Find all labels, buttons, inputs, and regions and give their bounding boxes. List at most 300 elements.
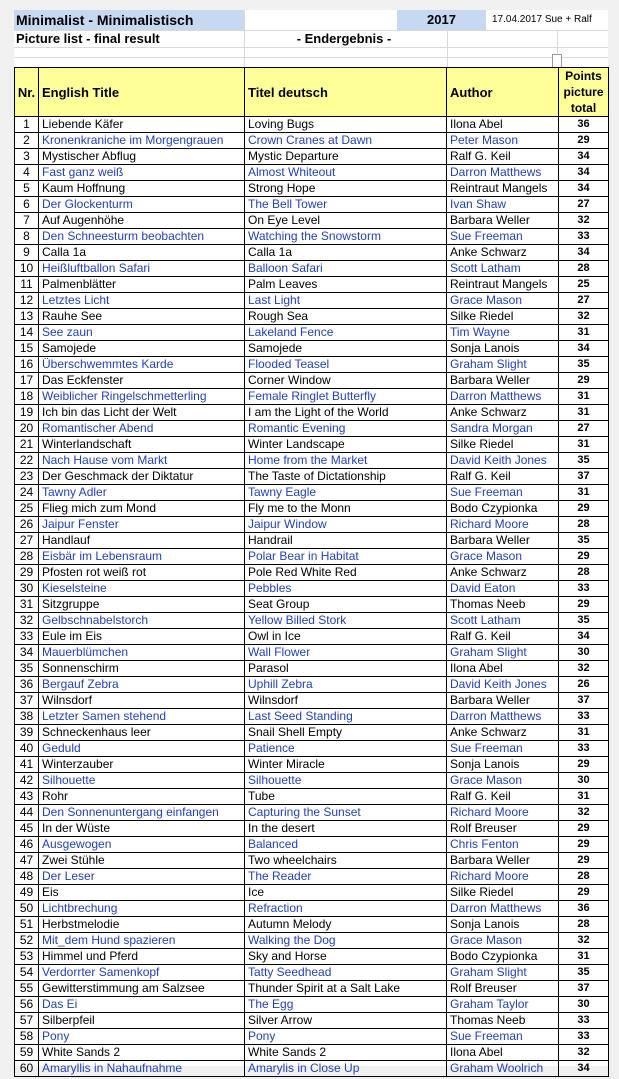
german-title-cell[interactable]: Thunder Spirit at a Salt Lake [245, 981, 447, 997]
english-title-cell[interactable]: Auf Augenhöhe [39, 213, 245, 229]
author-cell[interactable]: Sonja Lanois [447, 341, 559, 357]
author-cell[interactable]: David Keith Jones [447, 677, 559, 693]
points-cell[interactable]: 31 [559, 725, 609, 741]
points-cell[interactable]: 29 [559, 757, 609, 773]
row-number-cell[interactable]: 16 [15, 357, 39, 373]
points-cell[interactable]: 28 [559, 917, 609, 933]
english-title-cell[interactable]: Geduld [39, 741, 245, 757]
author-cell[interactable]: Ivan Shaw [447, 197, 559, 213]
english-title-cell[interactable]: Letzter Samen stehend [39, 709, 245, 725]
english-title-cell[interactable]: Rohr [39, 789, 245, 805]
english-title-cell[interactable]: Samojede [39, 341, 245, 357]
row-number-cell[interactable]: 46 [15, 837, 39, 853]
points-cell[interactable]: 27 [559, 197, 609, 213]
row-number-cell[interactable]: 35 [15, 661, 39, 677]
row-number-cell[interactable]: 9 [15, 245, 39, 261]
author-cell[interactable]: Darron Matthews [447, 389, 559, 405]
row-number-cell[interactable]: 57 [15, 1013, 39, 1029]
points-cell[interactable]: 34 [559, 245, 609, 261]
row-number-cell[interactable]: 10 [15, 261, 39, 277]
row-number-cell[interactable]: 6 [15, 197, 39, 213]
english-title-cell[interactable]: Den Sonnenuntergang einfangen [39, 805, 245, 821]
german-title-cell[interactable]: Pony [245, 1029, 447, 1045]
german-title-cell[interactable]: Samojede [245, 341, 447, 357]
points-cell[interactable]: 34 [559, 165, 609, 181]
year-cell[interactable]: 2017 [397, 10, 486, 30]
author-cell[interactable]: Ilona Abel [447, 117, 559, 133]
german-title-cell[interactable]: Calla 1a [245, 245, 447, 261]
english-title-cell[interactable]: Eisbär im Lebensraum [39, 549, 245, 565]
points-cell[interactable]: 29 [559, 853, 609, 869]
points-cell[interactable]: 34 [559, 341, 609, 357]
english-title-cell[interactable]: In der Wüste [39, 821, 245, 837]
row-number-cell[interactable]: 30 [15, 581, 39, 597]
german-title-cell[interactable]: White Sands 2 [245, 1045, 447, 1061]
german-title-cell[interactable]: Tatty Seedhead [245, 965, 447, 981]
points-cell[interactable]: 37 [559, 469, 609, 485]
english-title-cell[interactable]: Eis [39, 885, 245, 901]
german-title-cell[interactable]: Pebbles [245, 581, 447, 597]
german-title-cell[interactable]: Snail Shell Empty [245, 725, 447, 741]
column-header-german-title[interactable]: Titel deutsch [245, 68, 447, 117]
english-title-cell[interactable]: Winterlandschaft [39, 437, 245, 453]
author-cell[interactable]: Sue Freeman [447, 485, 559, 501]
english-title-cell[interactable]: Herbstmelodie [39, 917, 245, 933]
points-cell[interactable]: 28 [559, 565, 609, 581]
author-cell[interactable]: Barbara Weller [447, 533, 559, 549]
row-number-cell[interactable]: 29 [15, 565, 39, 581]
row-number-cell[interactable]: 53 [15, 949, 39, 965]
author-cell[interactable]: Graham Slight [447, 965, 559, 981]
author-cell[interactable]: Anke Schwarz [447, 245, 559, 261]
points-cell[interactable]: 30 [559, 773, 609, 789]
german-title-cell[interactable]: Rough Sea [245, 309, 447, 325]
points-cell[interactable]: 26 [559, 677, 609, 693]
row-number-cell[interactable]: 12 [15, 293, 39, 309]
points-cell[interactable]: 25 [559, 277, 609, 293]
row-number-cell[interactable]: 49 [15, 885, 39, 901]
german-title-cell[interactable]: Jaipur Window [245, 517, 447, 533]
row-number-cell[interactable]: 56 [15, 997, 39, 1013]
german-title-cell[interactable]: Almost Whiteout [245, 165, 447, 181]
author-cell[interactable]: Sue Freeman [447, 229, 559, 245]
english-title-cell[interactable]: Jaipur Fenster [39, 517, 245, 533]
english-title-cell[interactable]: Zwei Stühle [39, 853, 245, 869]
author-cell[interactable]: Thomas Neeb [447, 1013, 559, 1029]
german-title-cell[interactable]: Female Ringlet Butterfly [245, 389, 447, 405]
row-number-cell[interactable]: 44 [15, 805, 39, 821]
row-number-cell[interactable]: 3 [15, 149, 39, 165]
german-title-cell[interactable]: Uphill Zebra [245, 677, 447, 693]
row-number-cell[interactable]: 36 [15, 677, 39, 693]
english-title-cell[interactable]: Mit_dem Hund spazieren [39, 933, 245, 949]
german-title-cell[interactable]: Patience [245, 741, 447, 757]
row-number-cell[interactable]: 48 [15, 869, 39, 885]
german-title-cell[interactable]: Owl in Ice [245, 629, 447, 645]
english-title-cell[interactable]: Gewitterstimmung am Salzsee [39, 981, 245, 997]
author-cell[interactable]: Bodo Czypionka [447, 501, 559, 517]
row-number-cell[interactable]: 34 [15, 645, 39, 661]
english-title-cell[interactable]: Kaum Hoffnung [39, 181, 245, 197]
author-cell[interactable]: Graham Taylor [447, 997, 559, 1013]
points-cell[interactable]: 35 [559, 613, 609, 629]
row-number-cell[interactable]: 13 [15, 309, 39, 325]
german-title-cell[interactable]: Loving Bugs [245, 117, 447, 133]
german-title-cell[interactable]: Home from the Market [245, 453, 447, 469]
row-number-cell[interactable]: 23 [15, 469, 39, 485]
english-title-cell[interactable]: Rauhe See [39, 309, 245, 325]
points-cell[interactable]: 29 [559, 837, 609, 853]
english-title-cell[interactable]: Flieg mich zum Mond [39, 501, 245, 517]
author-cell[interactable]: Anke Schwarz [447, 565, 559, 581]
row-number-cell[interactable]: 4 [15, 165, 39, 181]
english-title-cell[interactable]: Heißluftballon Safari [39, 261, 245, 277]
german-title-cell[interactable]: The Egg [245, 997, 447, 1013]
row-number-cell[interactable]: 37 [15, 693, 39, 709]
english-title-cell[interactable]: Das Eckfenster [39, 373, 245, 389]
author-cell[interactable]: Barbara Weller [447, 373, 559, 389]
row-number-cell[interactable]: 15 [15, 341, 39, 357]
author-cell[interactable]: Silke Riedel [447, 437, 559, 453]
german-title-cell[interactable]: Winter Landscape [245, 437, 447, 453]
english-title-cell[interactable]: Gelbschnabelstorch [39, 613, 245, 629]
points-cell[interactable]: 28 [559, 869, 609, 885]
german-title-cell[interactable]: Sky and Horse [245, 949, 447, 965]
author-cell[interactable]: Rolf Breuser [447, 821, 559, 837]
english-title-cell[interactable]: White Sands 2 [39, 1045, 245, 1061]
author-cell[interactable]: Sonja Lanois [447, 917, 559, 933]
author-cell[interactable]: Anke Schwarz [447, 405, 559, 421]
english-title-cell[interactable]: Kronenkraniche im Morgengrauen [39, 133, 245, 149]
points-cell[interactable]: 32 [559, 1045, 609, 1061]
english-title-cell[interactable]: Mystischer Abflug [39, 149, 245, 165]
english-title-cell[interactable]: Fast ganz weiß [39, 165, 245, 181]
row-number-cell[interactable]: 43 [15, 789, 39, 805]
german-title-cell[interactable]: Walking the Dog [245, 933, 447, 949]
english-title-cell[interactable]: Ausgewogen [39, 837, 245, 853]
points-cell[interactable]: 34 [559, 1061, 609, 1077]
author-cell[interactable]: Ralf G. Keil [447, 149, 559, 165]
german-title-cell[interactable]: Polar Bear in Habitat [245, 549, 447, 565]
row-number-cell[interactable]: 8 [15, 229, 39, 245]
english-title-cell[interactable]: Der Leser [39, 869, 245, 885]
english-title-cell[interactable]: Überschwemmtes Karde [39, 357, 245, 373]
german-title-cell[interactable]: Romantic Evening [245, 421, 447, 437]
row-number-cell[interactable]: 58 [15, 1029, 39, 1045]
author-cell[interactable]: Peter Mason [447, 133, 559, 149]
row-number-cell[interactable]: 38 [15, 709, 39, 725]
german-title-cell[interactable]: Mystic Departure [245, 149, 447, 165]
points-cell[interactable]: 31 [559, 485, 609, 501]
author-cell[interactable]: David Keith Jones [447, 453, 559, 469]
points-cell[interactable]: 37 [559, 693, 609, 709]
german-title-cell[interactable]: Palm Leaves [245, 277, 447, 293]
author-cell[interactable]: Grace Mason [447, 773, 559, 789]
german-title-cell[interactable]: Crown Cranes at Dawn [245, 133, 447, 149]
date-cell[interactable]: 17.04.2017 Sue + Ralf [492, 14, 592, 25]
row-number-cell[interactable]: 17 [15, 373, 39, 389]
german-title-cell[interactable]: The Taste of Dictationship [245, 469, 447, 485]
german-title-cell[interactable]: Corner Window [245, 373, 447, 389]
row-number-cell[interactable]: 18 [15, 389, 39, 405]
english-title-cell[interactable]: Den Schneesturm beobachten [39, 229, 245, 245]
sheet-subtitle[interactable]: Picture list - final result [16, 31, 160, 46]
author-cell[interactable]: Reintraut Mangels [447, 277, 559, 293]
author-cell[interactable]: Silke Riedel [447, 309, 559, 325]
points-cell[interactable]: 29 [559, 885, 609, 901]
english-title-cell[interactable]: Bergauf Zebra [39, 677, 245, 693]
row-number-cell[interactable]: 19 [15, 405, 39, 421]
author-cell[interactable]: Ilona Abel [447, 1045, 559, 1061]
row-number-cell[interactable]: 47 [15, 853, 39, 869]
points-cell[interactable]: 31 [559, 949, 609, 965]
german-title-cell[interactable]: Strong Hope [245, 181, 447, 197]
row-number-cell[interactable]: 51 [15, 917, 39, 933]
author-cell[interactable]: Thomas Neeb [447, 597, 559, 613]
points-cell[interactable]: 27 [559, 293, 609, 309]
author-cell[interactable]: Richard Moore [447, 517, 559, 533]
english-title-cell[interactable]: Silhouette [39, 773, 245, 789]
german-title-cell[interactable]: Pole Red White Red [245, 565, 447, 581]
german-title-cell[interactable]: Flooded Teasel [245, 357, 447, 373]
german-title-cell[interactable]: Tube [245, 789, 447, 805]
german-title-cell[interactable]: Balloon Safari [245, 261, 447, 277]
author-cell[interactable]: Sue Freeman [447, 1029, 559, 1045]
points-cell[interactable]: 29 [559, 549, 609, 565]
english-title-cell[interactable]: Weiblicher Ringelschmetterling [39, 389, 245, 405]
english-title-cell[interactable]: Letztes Licht [39, 293, 245, 309]
row-number-cell[interactable]: 31 [15, 597, 39, 613]
german-title-cell[interactable]: Silver Arrow [245, 1013, 447, 1029]
author-cell[interactable]: Barbara Weller [447, 213, 559, 229]
german-title-cell[interactable]: Handrail [245, 533, 447, 549]
author-cell[interactable]: Silke Riedel [447, 885, 559, 901]
german-title-cell[interactable]: Two wheelchairs [245, 853, 447, 869]
english-title-cell[interactable]: Palmenblätter [39, 277, 245, 293]
german-title-cell[interactable]: Balanced [245, 837, 447, 853]
points-cell[interactable]: 35 [559, 357, 609, 373]
german-title-cell[interactable]: Tawny Eagle [245, 485, 447, 501]
german-title-cell[interactable]: In the desert [245, 821, 447, 837]
row-number-cell[interactable]: 1 [15, 117, 39, 133]
row-number-cell[interactable]: 33 [15, 629, 39, 645]
points-cell[interactable]: 29 [559, 133, 609, 149]
german-title-cell[interactable]: The Bell Tower [245, 197, 447, 213]
points-cell[interactable]: 34 [559, 629, 609, 645]
english-title-cell[interactable]: Himmel und Pferd [39, 949, 245, 965]
author-cell[interactable]: Graham Slight [447, 645, 559, 661]
points-cell[interactable]: 29 [559, 373, 609, 389]
author-cell[interactable]: Chris Fenton [447, 837, 559, 853]
row-number-cell[interactable]: 11 [15, 277, 39, 293]
column-header-nr[interactable]: Nr. [15, 68, 39, 117]
german-title-cell[interactable]: Fly me to the Monn [245, 501, 447, 517]
author-cell[interactable]: Sonja Lanois [447, 757, 559, 773]
german-title-cell[interactable]: On Eye Level [245, 213, 447, 229]
english-title-cell[interactable]: Tawny Adler [39, 485, 245, 501]
author-cell[interactable]: Grace Mason [447, 293, 559, 309]
author-cell[interactable]: Ralf G. Keil [447, 789, 559, 805]
german-title-cell[interactable]: The Reader [245, 869, 447, 885]
row-number-cell[interactable]: 55 [15, 981, 39, 997]
row-number-cell[interactable]: 28 [15, 549, 39, 565]
row-number-cell[interactable]: 26 [15, 517, 39, 533]
author-cell[interactable]: Darron Matthews [447, 165, 559, 181]
points-cell[interactable]: 27 [559, 421, 609, 437]
points-cell[interactable]: 29 [559, 821, 609, 837]
sheet-subtitle-german[interactable]: - Endergebnis - [296, 31, 392, 46]
points-cell[interactable]: 32 [559, 309, 609, 325]
points-cell[interactable]: 33 [559, 1029, 609, 1045]
row-number-cell[interactable]: 7 [15, 213, 39, 229]
points-cell[interactable]: 33 [559, 581, 609, 597]
row-number-cell[interactable]: 25 [15, 501, 39, 517]
row-number-cell[interactable]: 59 [15, 1045, 39, 1061]
points-cell[interactable]: 29 [559, 597, 609, 613]
points-cell[interactable]: 37 [559, 981, 609, 997]
points-cell[interactable]: 36 [559, 117, 609, 133]
author-cell[interactable]: Graham Slight [447, 357, 559, 373]
row-number-cell[interactable]: 60 [15, 1061, 39, 1077]
points-cell[interactable]: 32 [559, 933, 609, 949]
author-cell[interactable]: Darron Matthews [447, 709, 559, 725]
column-header-author[interactable]: Author [447, 68, 559, 117]
author-cell[interactable]: Richard Moore [447, 869, 559, 885]
points-cell[interactable]: 31 [559, 389, 609, 405]
german-title-cell[interactable]: Wall Flower [245, 645, 447, 661]
author-cell[interactable]: Darron Matthews [447, 901, 559, 917]
row-number-cell[interactable]: 32 [15, 613, 39, 629]
english-title-cell[interactable]: Lichtbrechung [39, 901, 245, 917]
english-title-cell[interactable]: Pfosten rot weiß rot [39, 565, 245, 581]
points-cell[interactable]: 31 [559, 789, 609, 805]
points-cell[interactable]: 28 [559, 517, 609, 533]
german-title-cell[interactable]: Capturing the Sunset [245, 805, 447, 821]
author-cell[interactable]: Scott Latham [447, 261, 559, 277]
row-number-cell[interactable]: 41 [15, 757, 39, 773]
author-cell[interactable]: Tim Wayne [447, 325, 559, 341]
sheet-title[interactable]: Minimalist - Minimalistisch [14, 10, 244, 30]
points-cell[interactable]: 32 [559, 661, 609, 677]
english-title-cell[interactable]: Silberpfeil [39, 1013, 245, 1029]
row-number-cell[interactable]: 21 [15, 437, 39, 453]
points-cell[interactable]: 31 [559, 437, 609, 453]
row-number-cell[interactable]: 2 [15, 133, 39, 149]
german-title-cell[interactable]: Watching the Snowstorm [245, 229, 447, 245]
english-title-cell[interactable]: Das Ei [39, 997, 245, 1013]
row-number-cell[interactable]: 14 [15, 325, 39, 341]
row-number-cell[interactable]: 50 [15, 901, 39, 917]
english-title-cell[interactable]: Eule im Eis [39, 629, 245, 645]
row-number-cell[interactable]: 39 [15, 725, 39, 741]
english-title-cell[interactable]: Wilnsdorf [39, 693, 245, 709]
german-title-cell[interactable]: Winter Miracle [245, 757, 447, 773]
row-number-cell[interactable]: 22 [15, 453, 39, 469]
english-title-cell[interactable]: Liebende Käfer [39, 117, 245, 133]
english-title-cell[interactable]: Sitzgruppe [39, 597, 245, 613]
english-title-cell[interactable]: Handlauf [39, 533, 245, 549]
points-cell[interactable]: 32 [559, 213, 609, 229]
author-cell[interactable]: Grace Mason [447, 549, 559, 565]
author-cell[interactable]: Sandra Morgan [447, 421, 559, 437]
row-number-cell[interactable]: 24 [15, 485, 39, 501]
english-title-cell[interactable]: Amaryllis in Nahaufnahme [39, 1061, 245, 1077]
points-cell[interactable]: 36 [559, 901, 609, 917]
english-title-cell[interactable]: Verdorrter Samenkopf [39, 965, 245, 981]
points-cell[interactable]: 32 [559, 805, 609, 821]
row-number-cell[interactable]: 5 [15, 181, 39, 197]
points-cell[interactable]: 33 [559, 1013, 609, 1029]
points-cell[interactable]: 33 [559, 741, 609, 757]
english-title-cell[interactable]: Mauerblümchen [39, 645, 245, 661]
german-title-cell[interactable]: Seat Group [245, 597, 447, 613]
author-cell[interactable]: Reintraut Mangels [447, 181, 559, 197]
row-number-cell[interactable]: 27 [15, 533, 39, 549]
german-title-cell[interactable]: I am the Light of the World [245, 405, 447, 421]
filter-dropdown-icon[interactable] [552, 54, 562, 68]
row-number-cell[interactable]: 52 [15, 933, 39, 949]
english-title-cell[interactable]: See zaun [39, 325, 245, 341]
points-cell[interactable]: 35 [559, 533, 609, 549]
points-cell[interactable]: 31 [559, 325, 609, 341]
author-cell[interactable]: Scott Latham [447, 613, 559, 629]
points-cell[interactable]: 33 [559, 709, 609, 725]
row-number-cell[interactable]: 20 [15, 421, 39, 437]
points-cell[interactable]: 30 [559, 997, 609, 1013]
german-title-cell[interactable]: Last Light [245, 293, 447, 309]
points-cell[interactable]: 29 [559, 501, 609, 517]
author-cell[interactable]: Barbara Weller [447, 853, 559, 869]
points-cell[interactable]: 34 [559, 181, 609, 197]
row-number-cell[interactable]: 45 [15, 821, 39, 837]
english-title-cell[interactable]: Pony [39, 1029, 245, 1045]
points-cell[interactable]: 34 [559, 149, 609, 165]
author-cell[interactable]: Barbara Weller [447, 693, 559, 709]
points-cell[interactable]: 35 [559, 965, 609, 981]
english-title-cell[interactable]: Calla 1a [39, 245, 245, 261]
author-cell[interactable]: David Eaton [447, 581, 559, 597]
author-cell[interactable]: Bodo Czypionka [447, 949, 559, 965]
german-title-cell[interactable]: Parasol [245, 661, 447, 677]
author-cell[interactable]: Grace Mason [447, 933, 559, 949]
german-title-cell[interactable]: Lakeland Fence [245, 325, 447, 341]
author-cell[interactable]: Ralf G. Keil [447, 629, 559, 645]
english-title-cell[interactable]: Schneckenhaus leer [39, 725, 245, 741]
english-title-cell[interactable]: Romantischer Abend [39, 421, 245, 437]
author-cell[interactable]: Richard Moore [447, 805, 559, 821]
german-title-cell[interactable]: Yellow Billed Stork [245, 613, 447, 629]
column-header-points[interactable]: Points picture total [559, 68, 609, 117]
german-title-cell[interactable]: Last Seed Standing [245, 709, 447, 725]
row-number-cell[interactable]: 42 [15, 773, 39, 789]
points-cell[interactable]: 28 [559, 261, 609, 277]
author-cell[interactable]: Ilona Abel [447, 661, 559, 677]
row-number-cell[interactable]: 54 [15, 965, 39, 981]
german-title-cell[interactable]: Wilnsdorf [245, 693, 447, 709]
german-title-cell[interactable]: Refraction [245, 901, 447, 917]
english-title-cell[interactable]: Kieselsteine [39, 581, 245, 597]
column-header-english-title[interactable]: English Title [39, 68, 245, 117]
author-cell[interactable]: Sue Freeman [447, 741, 559, 757]
english-title-cell[interactable]: Winterzauber [39, 757, 245, 773]
points-cell[interactable]: 31 [559, 405, 609, 421]
author-cell[interactable]: Ralf G. Keil [447, 469, 559, 485]
english-title-cell[interactable]: Ich bin das Licht der Welt [39, 405, 245, 421]
author-cell[interactable]: Anke Schwarz [447, 725, 559, 741]
english-title-cell[interactable]: Der Geschmack der Diktatur [39, 469, 245, 485]
german-title-cell[interactable]: Amarylis in Close Up [245, 1061, 447, 1077]
german-title-cell[interactable]: Silhouette [245, 773, 447, 789]
